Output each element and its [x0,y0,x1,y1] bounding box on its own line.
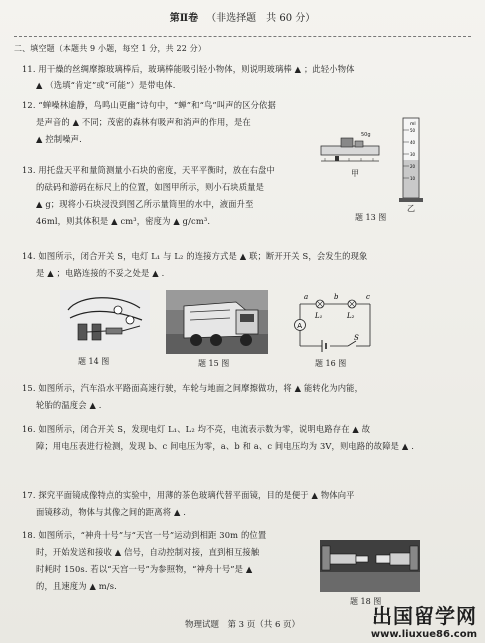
q13-line1: 13. 用托盘天平和量筒测量小石块的密度，天平平衡时，放在右盘中 [22,165,275,175]
site-watermark [371,600,477,640]
fig18-caption: 题 18 图 [350,597,382,606]
q13-line4: 46ml，则其体积是 ▲ cm³，密度为 ▲ g/cm³. [36,216,211,226]
fig13-label-jia: 甲 [351,169,359,178]
truck-photo-illustration [166,290,268,354]
q11-line1: 11. 用干燥的丝绸摩擦玻璃棒后，玻璃棒能吸引轻小物体，则说明玻璃棒 ▲ ；此轻小物体 [22,64,355,74]
part-title [0,9,485,24]
figure-16 [290,290,380,352]
dashed-divider [14,36,471,37]
circuit-photo-illustration [60,290,150,350]
q12-line3: ▲ 控制噪声. [36,134,82,144]
q17-line1: 17. 探究平面镜成像特点的实验中，用薄的茶色玻璃代替平面镜，目的是便于 ▲ 物体向平 [22,490,355,500]
fig16-b: b [334,293,339,301]
fig13-tick-20: 20 [410,164,416,169]
fig13-tick-30: 30 [410,152,416,157]
fig13-weight-label: 50g [361,132,371,138]
fig16-a: a [304,293,309,301]
part-heading: 第Ⅱ卷 [169,13,199,24]
q16-line1: 16. 如图所示，闭合开关 S，发现电灯 L₁、L₂ 均不亮，电流表示数为零，说明电路存在 ▲ 故 [22,424,371,434]
q17-line2: 面镜移动，物体与其像之间的距离将 ▲ . [36,507,187,517]
fig16-L1: L₁ [315,312,323,320]
figure-13 [315,112,435,217]
q18-line2: 时，开始发送和接收 ▲ 信号，自动控制对接，直到相互接触 [36,547,260,557]
fig13-caption: 题 13 图 [355,213,387,222]
fig13-tick-50: 50 [410,128,416,133]
q18-line4: 的，且速度为 ▲ m/s. [36,581,117,591]
q14-line2: 是 ▲ ；电路连接的不妥之处是 ▲ . [36,268,165,278]
q15-line2: 轮胎的温度会 ▲ . [36,400,102,410]
q18-line1: 18. 如图所示，“神舟十号”与“天宫一号”运动到相距 30m 的位置 [22,530,267,540]
fig13-label-yi: 乙 [407,204,415,213]
q11-line2: ▲ （选填“肯定”或“可能”）是带电体. [36,80,176,90]
fig16-ammeter: A [297,322,303,330]
section-heading: 二、填空题（本题共 9 小题，每空 1 分，共 22 分） [14,44,206,53]
figure-18 [320,540,420,592]
watermark-name: 出国留学网 [372,604,477,628]
fig14-caption: 题 14 图 [78,357,110,366]
fig13-tick-40: 40 [410,140,416,145]
fig16-caption: 题 16 图 [315,359,347,368]
figure-15 [166,290,268,354]
graduated-cylinder-illustration [399,118,423,202]
q16-line2: 障；用电压表进行检测，发现 b、c 间电压为零，a、b 和 a、c 间电压均为 3V，则电路的故障是 ▲ . [36,441,414,451]
q15-line1: 15. 如图所示，汽车沿水平路面高速行驶，车轮与地面之间摩擦做功，将 ▲ 能转化为内能， [22,383,364,393]
page-footer: 物理试题 第 3 页（共 6 页） [184,620,301,630]
fig13-tick-10: 10 [410,176,416,181]
figure-14 [60,290,150,350]
q13-line2: 的砝码和游码在标尺上的位置，如图甲所示，则小石块质量是 [36,182,265,192]
fig16-L2: L₂ [347,312,355,320]
fig16-S: S [354,334,359,342]
fig13-ml: ml [410,122,416,127]
q12-line2: 是声音的 ▲ 不同；茂密的森林有吸声和消声的作用，是在 [36,117,251,127]
fig15-caption: 题 15 图 [198,359,230,368]
q13-line3: ▲ g；现将小石块浸没到图乙所示量筒里的水中，液面升至 [36,199,254,209]
q14-line1: 14. 如图所示，闭合开关 S，电灯 L₁ 与 L₂ 的连接方式是 ▲ 联；断开开关 S，会发生的现象 [22,251,368,261]
q18-line3: 时耗时 150s. 若以“天宫一号”为参照物，“神舟十号”是 ▲ [36,564,253,574]
circuit-diagram [295,293,371,352]
spacecraft-photo-illustration [320,540,420,592]
balance-weights-illustration [321,132,379,161]
fig16-c: c [366,293,370,301]
q12-line1: 12. “蝉噪林逾静，鸟鸣山更幽”诗句中，“蝉”和“鸟”叫声的区分依据 [22,100,276,110]
watermark-url: www.liuxue86.com [370,629,477,640]
part-subheading: （非选择题 共 60 分） [206,13,316,24]
